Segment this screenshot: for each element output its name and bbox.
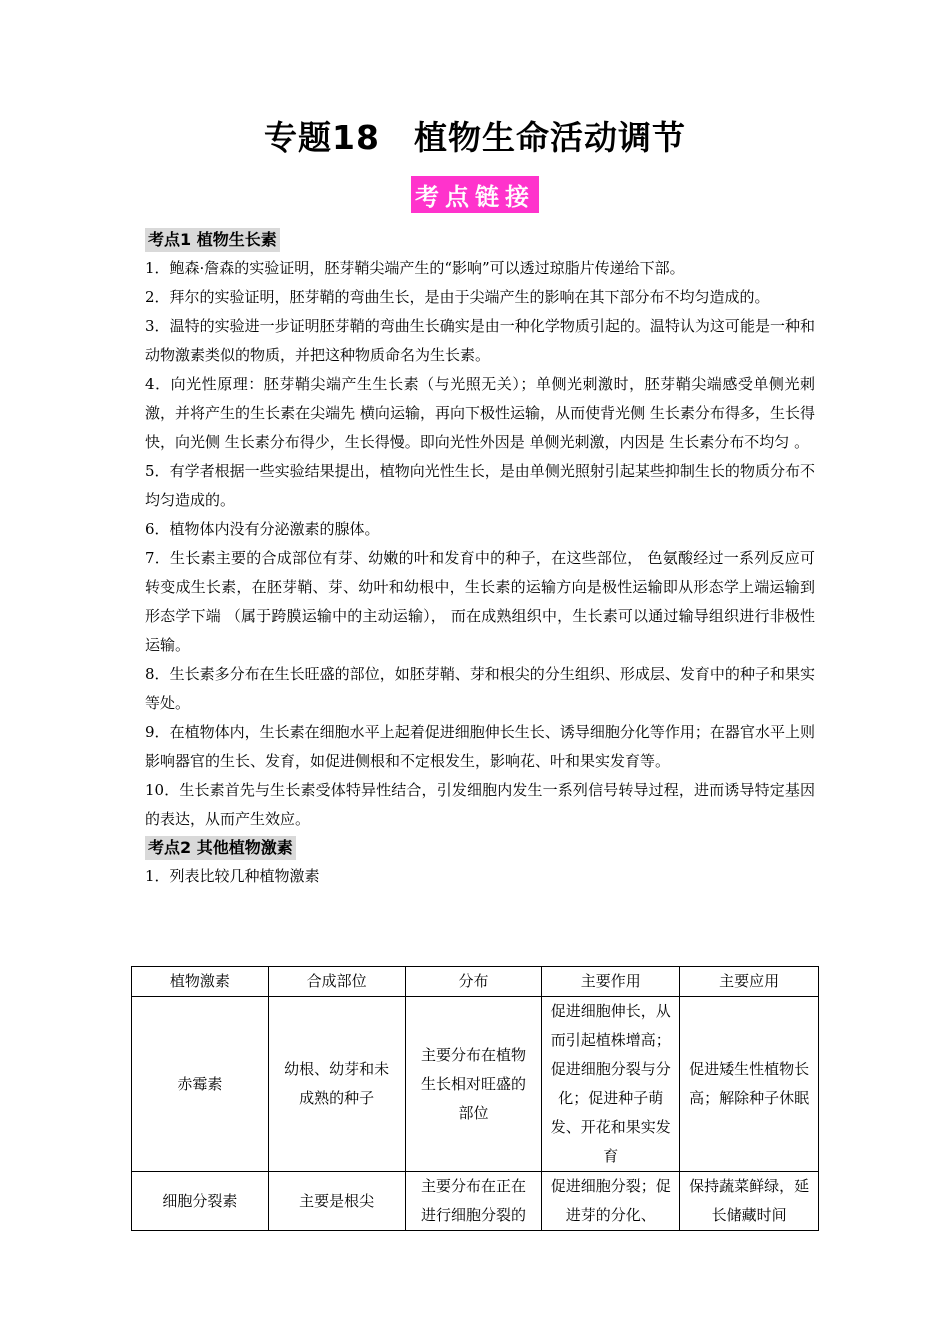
list-item: 4．向光性原理：胚芽鞘尖端产生生长素（与光照无关）；单侧光刺激时，胚芽鞘尖端感受单侧光刺激，并将产生的生长素在尖端先 横向运输，再向下极性运输，从而使背光侧 生长素分布得多，生长得快，向光侧 生长素分布得少，生长得慢。即向光性外因是 单侧光刺激，内因是 生长素分布不均匀 。	[145, 375, 815, 451]
table-header-cell: 合成部位	[268, 967, 405, 997]
list-item: 8．生长素多分布在生长旺盛的部位，如胚芽鞘、芽和根尖的分生组织、形成层、发育中的种子和果实等处。	[145, 665, 815, 712]
list-item: 2．拜尔的实验证明，胚芽鞘的弯曲生长，是由于尖端产生的影响在其下部分布不均匀造成的。	[145, 288, 770, 306]
list-item: 7．生长素主要的合成部位有芽、幼嫩的叶和发育中的种子，在这些部位， 色氨酸经过一系列反应可转变成生长素，在胚芽鞘、芽、幼叶和幼根中，生长素的运输方向是极性运输即从形态学上端运输到形态学下端 （属于跨膜运输中的主动运输）， 而在成熟组织中，生长素可以通过输导组织进行非极性运输。	[145, 549, 815, 654]
list-item: 1．鲍森·詹森的实验证明，胚芽鞘尖端产生的“影响”可以透过琼脂片传递给下部。	[145, 259, 685, 277]
table-cell: 赤霉素	[132, 997, 269, 1172]
table-cell: 主要分布在正在进行细胞分裂的	[405, 1172, 542, 1231]
table-row	[132, 1172, 819, 1231]
section-heading-2: 考点2 其他植物激素	[145, 836, 296, 860]
table-row	[132, 997, 819, 1172]
table-header-cell: 主要作用	[542, 967, 680, 997]
table-header-cell: 植物激素	[132, 967, 269, 997]
table-header-cell: 主要应用	[680, 967, 819, 997]
list-item: 6．植物体内没有分泌激素的腺体。	[145, 520, 380, 538]
section-badge: 考点链接	[411, 176, 539, 213]
table-cell: 主要是根尖	[268, 1172, 405, 1231]
list-item: 3．温特的实验进一步证明胚芽鞘的弯曲生长确实是由一种化学物质引起的。温特认为这可能是一种和动物激素类似的物质，并把这种物质命名为生长素。	[145, 317, 815, 364]
table-cell: 保持蔬菜鲜绿，延长储藏时间	[680, 1172, 819, 1231]
list-item: 10．生长素首先与生长素受体特异性结合，引发细胞内发生一系列信号转导过程，进而诱导特定基因的表达，从而产生效应。	[145, 781, 815, 828]
list-item: 5．有学者根据一些实验结果提出，植物向光性生长，是由单侧光照射引起某些抑制生长的物质分布不均匀造成的。	[145, 462, 815, 509]
table-header-cell: 分布	[405, 967, 542, 997]
table-cell: 主要分布在植物生长相对旺盛的部位	[405, 997, 542, 1172]
table-cell: 促进矮生性植物长高；解除种子休眠	[680, 997, 819, 1172]
table-intro: 1．列表比较几种植物激素	[145, 867, 320, 885]
table-cell: 细胞分裂素	[132, 1172, 269, 1231]
table-cell: 幼根、幼芽和未成熟的种子	[268, 997, 405, 1172]
table-header-row	[132, 967, 819, 997]
page-title: 专题18 植物生命活动调节	[264, 118, 686, 157]
section-heading-1: 考点1 植物生长素	[145, 228, 280, 252]
hormone-table	[131, 966, 819, 1231]
badge-container	[0, 176, 950, 213]
list-item: 9．在植物体内，生长素在细胞水平上起着促进细胞伸长生长、诱导细胞分化等作用；在器官水平上则影响器官的生长、发育，如促进侧根和不定根发生，影响花、叶和果实发育等。	[145, 723, 815, 770]
table-cell: 促进细胞分裂；促进芽的分化、	[542, 1172, 680, 1231]
table-cell: 促进细胞伸长，从而引起植株增高；促进细胞分裂与分化；促进种子萌发、开花和果实发育	[542, 997, 680, 1172]
main-content	[145, 226, 815, 891]
